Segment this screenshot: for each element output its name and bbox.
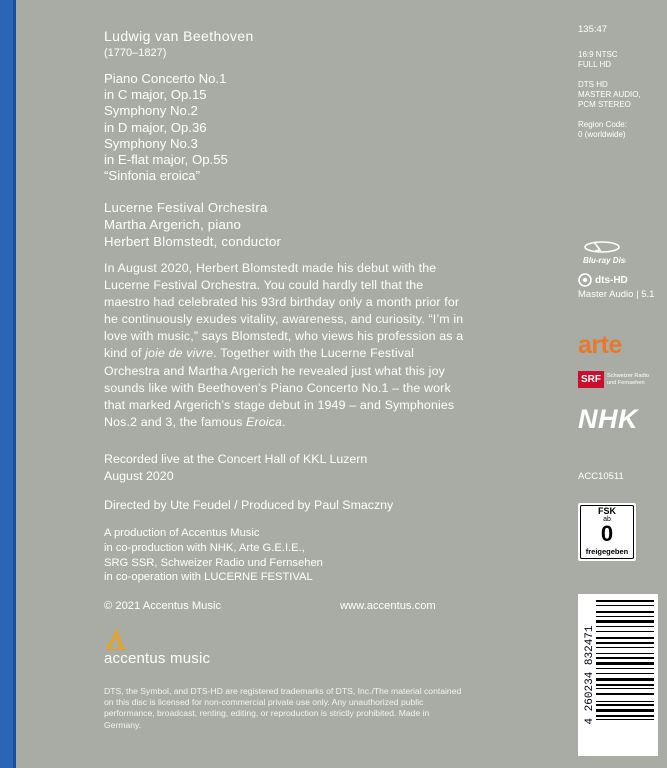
production-line: SRG SSR, Schweizer Radio und Fernsehen [104,556,323,569]
dts-logo [578,273,654,300]
bluray-logo-icon [578,238,626,271]
video-spec [578,50,618,70]
bluray-case-strip [0,0,16,768]
barcode-bar [596,684,654,686]
region-value: 0 (worldwide) [578,130,626,139]
barcode-bar [596,631,654,632]
video-resolution: FULL HD [578,60,612,69]
nhk-logo: NHK [578,404,638,434]
description-text: . [282,414,286,429]
barcode-bar [596,693,654,695]
barcode-bar [596,688,654,689]
barcode-bar [596,678,654,681]
barcode-bar [596,662,654,665]
srf-logo-sub: und Fernsehen [607,379,645,386]
barcode-bar [596,637,654,639]
description-italic: Eroica [246,414,283,429]
composer-name: Ludwig van Beethoven [104,28,254,44]
program-title: Piano Concerto No.1 [104,71,227,86]
barcode-bar [596,616,654,617]
description-italic: joie de vivre [145,346,214,361]
program-list [104,71,228,184]
production-line: in co-production with NHK, Arte G.E.I.E., [104,541,305,554]
fsk-age: 0 [600,521,614,546]
recording-venue: Recorded live at the Concert Hall of KKL Luzern [104,452,368,466]
barcode-bar [596,600,654,602]
program-title: Symphony No.2 [104,103,198,119]
region-spec [578,120,627,140]
website-link[interactable]: www.accentus.com [340,600,436,612]
barcode-bar [596,701,654,702]
fsk-ab: ab [603,516,611,523]
accentus-logo-text: accentus music [104,650,211,667]
barcode-bars [596,600,654,750]
production-line: A production of Accentus Music [104,527,260,539]
dts-master-audio-text: Master Audio | 5.1 [578,289,655,300]
srf-logo-sub: Schweizer Radio [607,372,649,379]
audio-line: PCM STEREO [578,100,631,109]
region-label: Region Code: [578,120,627,129]
program-subtitle: “Sinfonia eroica” [104,168,201,184]
program-title: Symphony No.3 [104,135,198,151]
legal-notice: DTS, the Symbol, and DTS-HD are registered trademarks of DTS, Inc./The material contained on this disc is licensed for non-commercial private use only. Any unauthorized public performance, broadcast, renting, editing, or reproduction is strictly prohibited. Made in Germany. [104,686,462,730]
composer-dates: (1770–1827) [104,47,167,59]
performer: Lucerne Festival Orchestra [104,200,268,215]
barcode-bar [596,620,654,623]
audio-line: MASTER AUDIO, [578,90,641,99]
barcode-bar [596,647,654,648]
barcode-bar [596,715,654,717]
barcode-bar [596,626,654,627]
srf-logo [578,371,649,388]
barcode-bar [596,709,654,712]
audio-spec [578,80,641,110]
fsk-label: FSK [598,506,616,516]
barcode-bar [596,653,654,654]
barcode-bar [596,642,654,644]
credits: Directed by Ute Feudel / Produced by Paul Smaczny [104,498,394,512]
bluray-logo-text: Blu-ray Disc [583,256,626,265]
copyright: © 2021 Accentus Music [104,600,222,612]
dts-hd-text: dts-HD [595,274,628,286]
video-format: 16:9 NTSC [578,50,618,59]
program-key: in C major, Op.15 [104,87,207,103]
barcode-bar [596,704,654,706]
barcode-bar [596,611,654,613]
recording-info [104,451,367,485]
dts-symbol-icon [578,273,592,287]
srf-logo-box: SRF [578,371,604,388]
program-key: in E-flat major, Op.55 [104,152,228,168]
runtime: 135:47 [578,24,608,35]
production-info [104,526,323,585]
performers [104,199,281,250]
performer: Martha Argerich, piano [104,217,242,232]
description-text: In August 2020, Herbert Blomstedt made his debut with the Lucerne Festival Orchestra. You could hardly tell that the maestro had celebrated his 93rd birthday only a month prior for he continuously exudes vitality, awareness, and curiosity. “I’m in love with music,” says Blomstedt, who views his profession as a kind of [104,261,464,361]
performer: Herbert Blomstedt, conductor [104,234,282,249]
arte-logo: arte [578,331,622,359]
barcode [578,594,658,756]
catalog-number: ACC10511 [578,471,624,482]
barcode-bar [596,673,654,674]
barcode-bar [596,719,654,720]
fsk-release-text: freigegeben [585,547,629,556]
production-line: in co-operation with LUCERNE FESTIVAL [104,571,313,584]
barcode-bar [596,657,654,659]
description-text: . Together with the Lucerne Festival Orchestra and Martha Argerich he revealed just what this joy sounds like with Beethoven’s Piano Concerto No.1 – the work that marked Argerich’s stage debut in 1949 – and Symphonies Nos.2 and 3, the famous [104,346,455,429]
program-key: in D major, Op.36 [104,119,207,135]
recording-date: August 2020 [104,469,174,484]
barcode-bar [596,668,654,669]
barcode-bar [596,605,654,606]
audio-line: DTS HD [578,80,608,89]
description [104,260,464,431]
fsk-rating-badge [578,503,636,561]
barcode-number: 4 260234 832471 [584,625,596,725]
